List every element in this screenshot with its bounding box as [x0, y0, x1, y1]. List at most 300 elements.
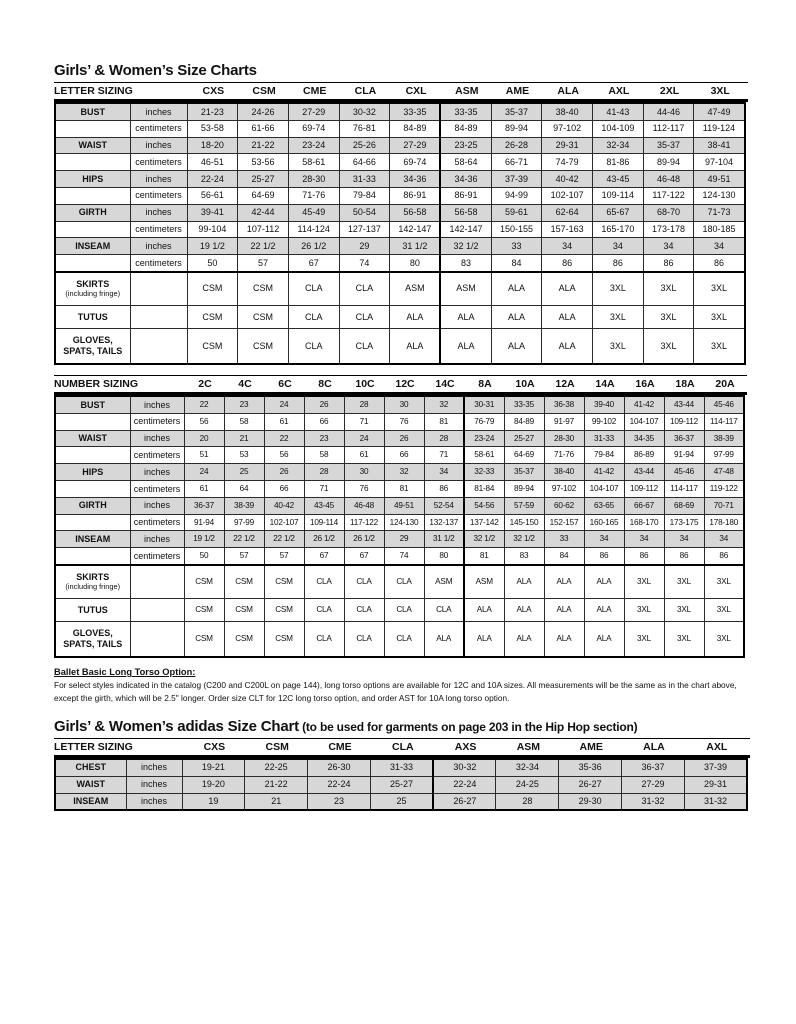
table-cell: 69-74: [288, 120, 339, 137]
table-cell: 58-61: [464, 447, 504, 464]
column-header: 12A: [555, 378, 575, 391]
table-cell: ALA: [491, 272, 542, 305]
table-cell: 51: [184, 447, 224, 464]
column-header: 8A: [478, 378, 492, 391]
table-row: [55, 430, 744, 447]
table-cell: 40-42: [542, 171, 593, 188]
table-cell: 34: [664, 531, 704, 548]
table-cell: ALA: [424, 622, 464, 657]
table-cell: 150-155: [491, 221, 542, 238]
column-header: 14A: [595, 378, 615, 391]
size-table-body: [54, 395, 745, 658]
column-header: AXS: [454, 740, 477, 753]
table-cell: 168-170: [624, 514, 664, 531]
column-header: CXS: [203, 740, 226, 753]
table-cell: 31-33: [584, 430, 624, 447]
table-cell: 56-61: [187, 187, 238, 204]
table-cell: 56: [184, 413, 224, 430]
table-cell: 36-37: [184, 497, 224, 514]
table-cell: 71-73: [694, 204, 745, 221]
table-cell: 114-117: [664, 481, 704, 498]
table-cell: 137-142: [464, 514, 504, 531]
column-header: CXS: [202, 85, 225, 97]
column-header: ALA: [643, 740, 665, 753]
table-cell: CLA: [288, 329, 339, 364]
note-body: For select styles indicated in the catalog (C200 and C200L on page 144), long torso options are available for 12C and 10A sizes. All measurements will be the same as in the chart above, except the girth, which will be 2.5" longer. Order size CLT for 12C long torso option, and order AST for 10A long torso option.: [54, 680, 737, 703]
row-unit: centimeters: [130, 187, 187, 204]
table-cell: 27-29: [390, 137, 441, 154]
table-cell: 23-24: [464, 430, 504, 447]
table-cell: 109-114: [593, 187, 644, 204]
table-cell: 89-94: [491, 120, 542, 137]
row-label: SKIRTS (including fringe): [55, 565, 130, 598]
table-cell: 37-39: [684, 759, 747, 776]
table-row: [55, 187, 745, 204]
table-cell: ALA: [491, 329, 542, 364]
column-header: CSM: [265, 740, 289, 753]
table-cell: 39-40: [584, 396, 624, 413]
table-cell: 22-24: [308, 776, 371, 793]
table-cell: ALA: [544, 598, 584, 622]
table-cell: ALA: [504, 598, 544, 622]
table-cell: 68-69: [664, 497, 704, 514]
row-unit: inches: [130, 396, 184, 413]
table-cell: 66-67: [624, 497, 664, 514]
column-header: 10A: [515, 378, 535, 391]
column-header: 18A: [675, 378, 695, 391]
table-cell: 67: [304, 548, 344, 565]
table-cell: 43-45: [593, 171, 644, 188]
table-cell: 64-69: [238, 187, 289, 204]
table-cell: ALA: [544, 622, 584, 657]
adidas-chart-title-main: Girls’ & Women’s adidas Size Chart: [54, 717, 299, 735]
table-row: [55, 103, 745, 120]
table-cell: 66-71: [491, 154, 542, 171]
table-cell: 61-66: [238, 120, 289, 137]
row-label: GIRTH: [55, 204, 130, 221]
table-cell: 80: [424, 548, 464, 565]
table-cell: 34: [643, 238, 694, 255]
row-label: WAIST: [55, 430, 130, 447]
table-cell: 22: [264, 430, 304, 447]
table-cell: 3XL: [593, 329, 644, 364]
table-cell: 3XL: [704, 565, 744, 598]
table-cell: 31-33: [370, 759, 433, 776]
table-cell: 47-48: [704, 464, 744, 481]
table-cell: 91-97: [544, 413, 584, 430]
table-cell: 21: [245, 793, 308, 810]
table-cell: 29: [339, 238, 390, 255]
table-cell: 84: [491, 255, 542, 272]
table-cell: 34-36: [440, 171, 491, 188]
row-unit: [130, 622, 184, 657]
table-cell: 30-32: [339, 103, 390, 120]
row-label: GLOVES, SPATS, TAILS: [55, 622, 130, 657]
table-cell: 25-26: [339, 137, 390, 154]
table-cell: 119-122: [704, 481, 744, 498]
column-header: CSM: [252, 85, 276, 97]
table-cell: 28: [344, 396, 384, 413]
table-title: LETTER SIZING: [54, 85, 133, 97]
row-label: INSEAM: [55, 531, 130, 548]
table-cell: 34: [624, 531, 664, 548]
table-cell: CLA: [384, 622, 424, 657]
table-cell: 3XL: [694, 329, 745, 364]
table-cell: CSM: [264, 622, 304, 657]
table-cell: 34: [424, 464, 464, 481]
column-header: CXL: [405, 85, 427, 97]
table-cell: CSM: [224, 622, 264, 657]
table-cell: 3XL: [593, 272, 644, 305]
table-cell: 43-45: [304, 497, 344, 514]
column-header: 10C: [355, 378, 375, 391]
table-cell: 71: [304, 481, 344, 498]
table-cell: 21-22: [238, 137, 289, 154]
table-row: [55, 137, 745, 154]
table-cell: 52-54: [424, 497, 464, 514]
table-cell: CLA: [339, 329, 390, 364]
row-unit: centimeters: [130, 255, 187, 272]
table-cell: ALA: [584, 565, 624, 598]
table-cell: 26: [304, 396, 344, 413]
table-row: [55, 447, 744, 464]
table-cell: 50: [187, 255, 238, 272]
table-cell: 32 1/2: [440, 238, 491, 255]
table-cell: 84-89: [390, 120, 441, 137]
table-cell: 71-76: [544, 447, 584, 464]
table-cell: 112-117: [643, 120, 694, 137]
table-cell: 86: [584, 548, 624, 565]
table-cell: 31 1/2: [390, 238, 441, 255]
table-cell: 22-25: [245, 759, 308, 776]
column-header: 16A: [635, 378, 655, 391]
table-cell: 19 1/2: [184, 531, 224, 548]
table-cell: 38-41: [694, 137, 745, 154]
table-cell: 27-29: [622, 776, 685, 793]
table-cell: 114-117: [704, 413, 744, 430]
column-header: ALA: [557, 85, 579, 97]
table-cell: 91-94: [184, 514, 224, 531]
adidas-chart-title-note: (to be used for garments on page 203 in the Hip Hop section): [298, 719, 638, 734]
table-cell: 33-35: [504, 396, 544, 413]
table-cell: 43-44: [664, 396, 704, 413]
table-cell: CSM: [187, 329, 238, 364]
table-cell: 34: [694, 238, 745, 255]
number-sizing-table: [54, 375, 746, 658]
table-cell: 29-31: [542, 137, 593, 154]
table-cell: 22-24: [187, 171, 238, 188]
table-cell: CLA: [304, 598, 344, 622]
table-cell: 86: [593, 255, 644, 272]
table-cell: 104-107: [624, 413, 664, 430]
table-cell: 24: [264, 396, 304, 413]
table-cell: 57: [264, 548, 304, 565]
table-cell: 22 1/2: [224, 531, 264, 548]
table-cell: 53-58: [187, 120, 238, 137]
size-table-body: [54, 102, 746, 365]
table-title: NUMBER SIZING: [54, 378, 138, 391]
table-cell: 35-36: [559, 759, 622, 776]
table-cell: 142-147: [440, 221, 491, 238]
table-cell: 34: [542, 238, 593, 255]
table-cell: 26 1/2: [344, 531, 384, 548]
row-unit: inches: [130, 238, 187, 255]
table-cell: 33: [491, 238, 542, 255]
table-cell: 25: [224, 464, 264, 481]
table-cell: 76-79: [464, 413, 504, 430]
table-cell: 58-61: [288, 154, 339, 171]
table-cell: ASM: [390, 272, 441, 305]
table-cell: 76: [384, 413, 424, 430]
adidas-sizing-table: [54, 738, 746, 811]
column-header: 6C: [278, 378, 292, 391]
table-cell: 81-86: [593, 154, 644, 171]
table-cell: 25-27: [370, 776, 433, 793]
table-header-row: [54, 82, 748, 102]
table-cell: 145-150: [504, 514, 544, 531]
table-cell: 86: [704, 548, 744, 565]
table-cell: ASM: [424, 565, 464, 598]
table-cell: 18-20: [187, 137, 238, 154]
row-label: INSEAM: [55, 793, 126, 810]
table-cell: 25-27: [238, 171, 289, 188]
table-cell: 58: [304, 447, 344, 464]
table-row: [55, 413, 744, 430]
table-cell: 34-35: [624, 430, 664, 447]
table-cell: CSM: [238, 272, 289, 305]
table-cell: 46-48: [344, 497, 384, 514]
table-cell: 41-42: [624, 396, 664, 413]
table-cell: ASM: [440, 272, 491, 305]
row-unit: inches: [130, 103, 187, 120]
table-title: LETTER SIZING: [54, 740, 133, 753]
table-row: [55, 565, 744, 598]
table-cell: 65-67: [593, 204, 644, 221]
table-cell: 19-21: [182, 759, 245, 776]
table-cell: 24-26: [238, 103, 289, 120]
table-cell: 45-46: [704, 396, 744, 413]
table-cell: 41-43: [593, 103, 644, 120]
table-cell: 74-79: [542, 154, 593, 171]
table-cell: 26-28: [491, 137, 542, 154]
table-row: [55, 497, 744, 514]
row-label: WAIST: [55, 776, 126, 793]
row-label: [55, 481, 130, 498]
table-cell: 86: [542, 255, 593, 272]
table-cell: 26: [384, 430, 424, 447]
table-cell: 22: [184, 396, 224, 413]
table-cell: 20: [184, 430, 224, 447]
table-cell: 86-91: [440, 187, 491, 204]
column-header: AXL: [706, 740, 728, 753]
row-unit: inches: [130, 171, 187, 188]
table-cell: 36-37: [622, 759, 685, 776]
table-cell: ALA: [542, 329, 593, 364]
row-label: [55, 447, 130, 464]
table-cell: 109-114: [304, 514, 344, 531]
table-row: [55, 793, 747, 810]
table-row: [55, 329, 745, 364]
column-header: AME: [505, 85, 530, 97]
table-cell: 3XL: [643, 329, 694, 364]
table-cell: 76-81: [339, 120, 390, 137]
table-row: [55, 255, 745, 272]
row-label: TUTUS: [55, 305, 130, 329]
table-cell: 124-130: [694, 187, 745, 204]
table-cell: CSM: [184, 622, 224, 657]
row-label: [55, 413, 130, 430]
table-cell: 173-178: [643, 221, 694, 238]
column-header: 8C: [318, 378, 332, 391]
table-cell: CLA: [384, 565, 424, 598]
row-label: [55, 548, 130, 565]
table-cell: CSM: [187, 272, 238, 305]
table-cell: 3XL: [664, 565, 704, 598]
row-label: [55, 221, 130, 238]
table-cell: 71-76: [288, 187, 339, 204]
table-cell: 34: [704, 531, 744, 548]
table-cell: 42-44: [238, 204, 289, 221]
table-cell: 3XL: [664, 622, 704, 657]
table-cell: 3XL: [624, 622, 664, 657]
table-cell: 132-137: [424, 514, 464, 531]
table-cell: 81-84: [464, 481, 504, 498]
table-cell: 3XL: [624, 598, 664, 622]
table-cell: 71: [424, 447, 464, 464]
table-cell: 64: [224, 481, 264, 498]
row-unit: centimeters: [130, 447, 184, 464]
table-cell: 70-71: [704, 497, 744, 514]
table-row: [55, 759, 747, 776]
table-cell: CLA: [288, 305, 339, 329]
table-cell: ALA: [440, 329, 491, 364]
table-row: [55, 481, 744, 498]
table-cell: 45-46: [664, 464, 704, 481]
row-label: GIRTH: [55, 497, 130, 514]
column-header: 3XL: [710, 85, 730, 97]
table-header-row: [54, 738, 750, 758]
table-cell: ALA: [464, 598, 504, 622]
table-cell: 80: [390, 255, 441, 272]
table-cell: CSM: [184, 565, 224, 598]
table-cell: 34: [593, 238, 644, 255]
table-cell: 29-31: [684, 776, 747, 793]
table-cell: 57: [224, 548, 264, 565]
row-unit: centimeters: [130, 514, 184, 531]
table-cell: 109-112: [624, 481, 664, 498]
table-cell: 31-33: [339, 171, 390, 188]
table-cell: 104-109: [593, 120, 644, 137]
column-header: AXL: [608, 85, 630, 97]
table-cell: 53-56: [238, 154, 289, 171]
table-cell: 26 1/2: [288, 238, 339, 255]
table-cell: 29: [384, 531, 424, 548]
column-header: 12C: [395, 378, 415, 391]
table-cell: 104-107: [584, 481, 624, 498]
table-cell: CSM: [238, 305, 289, 329]
table-cell: 44-46: [643, 103, 694, 120]
table-cell: 31-32: [622, 793, 685, 810]
row-label: [55, 154, 130, 171]
table-cell: 117-122: [344, 514, 384, 531]
table-cell: 89-94: [504, 481, 544, 498]
table-cell: 22 1/2: [238, 238, 289, 255]
row-unit: [130, 598, 184, 622]
table-cell: 26-27: [433, 793, 496, 810]
table-cell: 45-49: [288, 204, 339, 221]
table-cell: 30: [384, 396, 424, 413]
table-cell: ALA: [440, 305, 491, 329]
table-cell: 30-32: [433, 759, 496, 776]
row-sublabel: (including fringe): [65, 288, 121, 298]
row-unit: inches: [130, 497, 184, 514]
column-header: CLA: [354, 85, 377, 97]
table-cell: 127-137: [339, 221, 390, 238]
table-cell: CSM: [224, 598, 264, 622]
table-row: [55, 221, 745, 238]
column-header: AME: [579, 740, 603, 753]
table-cell: 50-54: [339, 204, 390, 221]
table-cell: 97-102: [544, 481, 584, 498]
table-row: [55, 598, 744, 622]
row-label: [55, 187, 130, 204]
row-sublabel: (including fringe): [65, 581, 121, 591]
table-cell: CLA: [304, 622, 344, 657]
table-cell: 28: [304, 464, 344, 481]
column-header: CME: [303, 85, 327, 97]
table-cell: 86: [624, 548, 664, 565]
table-cell: 32-33: [464, 464, 504, 481]
table-cell: 63-65: [584, 497, 624, 514]
table-cell: 84-89: [504, 413, 544, 430]
table-cell: 69-74: [390, 154, 441, 171]
table-cell: 86: [664, 548, 704, 565]
table-cell: 107-112: [238, 221, 289, 238]
table-cell: 180-185: [694, 221, 745, 238]
table-cell: 21: [224, 430, 264, 447]
table-cell: 62-64: [542, 204, 593, 221]
table-cell: 71: [344, 413, 384, 430]
table-cell: 54-56: [464, 497, 504, 514]
column-header: 2C: [198, 378, 212, 391]
table-cell: 89-94: [643, 154, 694, 171]
table-cell: 23: [308, 793, 371, 810]
table-cell: 59-61: [491, 204, 542, 221]
row-label: GLOVES, SPATS, TAILS: [55, 329, 130, 364]
table-cell: 84-89: [440, 120, 491, 137]
table-row: [55, 514, 744, 531]
table-cell: 27-29: [288, 103, 339, 120]
table-cell: CLA: [339, 272, 390, 305]
table-cell: 119-124: [694, 120, 745, 137]
table-cell: 83: [504, 548, 544, 565]
table-cell: 23-25: [440, 137, 491, 154]
table-cell: 178-180: [704, 514, 744, 531]
table-cell: CSM: [187, 305, 238, 329]
table-cell: 38-39: [704, 430, 744, 447]
table-cell: 83: [440, 255, 491, 272]
row-label: HIPS: [55, 171, 130, 188]
table-cell: 97-104: [694, 154, 745, 171]
table-row: [55, 120, 745, 137]
table-row: [55, 204, 745, 221]
table-cell: 22 1/2: [264, 531, 304, 548]
table-cell: 102-107: [264, 514, 304, 531]
table-cell: ALA: [491, 305, 542, 329]
table-cell: 39-41: [187, 204, 238, 221]
table-cell: 3XL: [704, 622, 744, 657]
column-header: ASM: [516, 740, 541, 753]
